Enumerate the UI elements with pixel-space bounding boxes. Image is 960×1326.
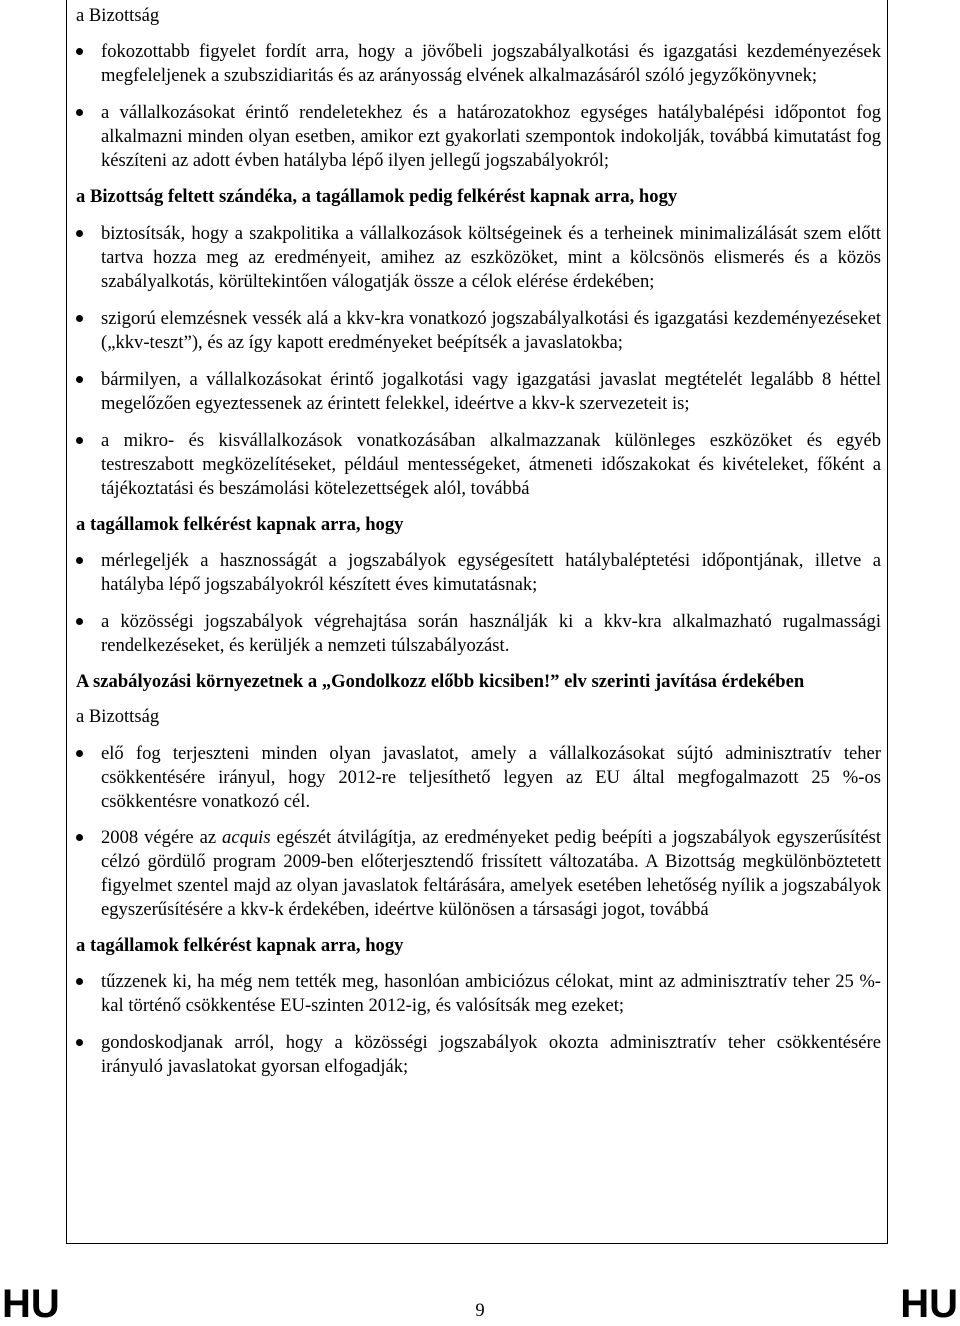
section-title: A szabályozási környezetnek a „Gondolkozz előbb kicsiben!” elv szerinti javítása érdekében — [76, 671, 805, 692]
list-item: gondoskodjanak arról, hogy a közösségi jogszabályok okozta adminisztratív teher csökkentésére irányuló javaslatokat gyorsan elfogadják; — [76, 1031, 881, 1079]
section-heading: a tagállamok felkérést kapnak arra, hogy — [76, 935, 404, 956]
bullet-icon — [76, 557, 83, 564]
bullet-icon — [76, 315, 83, 322]
document-body — [76, 4, 881, 1079]
italic-term: acquis — [222, 827, 271, 848]
bullet-list — [76, 40, 881, 173]
list-item: fokozottabb figyelet fordít arra, hogy a jövőbeli jogszabályalkotási és igazgatási kezdeményezések megfeleljenek a szubszidiaritás és az arányosság elvének alkalmazásáról szóló jegyzőkönyvnek; — [76, 40, 881, 88]
bullet-icon — [76, 48, 83, 55]
bullet-icon — [76, 437, 83, 444]
section-5 — [76, 934, 881, 1079]
section-3 — [76, 513, 881, 658]
language-code-left: HU — [2, 1282, 60, 1326]
list-item: szigorú elemzésnek vessék alá a kkv-kra vonatkozó jogszabályalkotási és igazgatási kezdeményezéseket („kkv-teszt”), és az így kapott eredményeket beépítsék a javaslatokba; — [76, 307, 881, 355]
bullet-list — [76, 970, 881, 1079]
bullet-icon — [76, 978, 83, 985]
list-item: a vállalkozásokat érintő rendeletekhez és a határozatokhoz egységes hatálybalépési időpontot fog alkalmazni minden olyan esetben, amikor ezt gyakorlati szempontok indokolják, továbbá kimutatást fog készíteni az adott évben hatályba lépő ilyen jellegű jogszabályokról; — [76, 101, 881, 173]
bullet-icon — [76, 834, 83, 841]
list-item: elő fog terjeszteni minden olyan javaslatot, amely a vállalkozásokat sújtó adminisztratív teher csökkentésére irányul, hogy 2012-re teljesíthető legyen az EU által megfogalmazott 25 %-os csökkentésre vonatkozó cél. — [76, 742, 881, 814]
list-item: 2008 végére az acquis egészét átvilágítja, az eredményeket pedig beépíti a jogszabályok egyszerűsítést célzó gördülő program 2009-ben előterjesztendő frissített változatába. A Bizottság megkülönböztetett figyelmet szentel majd az olyan javaslatok feltárására, amelyek esetében lehetőség nyílik a jogszabályok egyszerűsítésére a kkv-k érdekében, ideértve különösen a társasági jogot, továbbá — [76, 826, 881, 922]
bullet-icon — [76, 230, 83, 237]
list-item: tűzzenek ki, ha még nem tették meg, hasonlóan ambiciózus célokat, mint az adminisztratív teher 25 %-kal történő csökkentése EU-szinten 2012-ig, és valósítsák meg ezeket; — [76, 970, 881, 1018]
bullet-list — [76, 549, 881, 658]
bullet-icon — [76, 109, 83, 116]
section-heading: a Bizottság — [76, 706, 160, 727]
section-heading: a tagállamok felkérést kapnak arra, hogy — [76, 514, 404, 535]
section-1 — [76, 4, 881, 173]
section-heading: a Bizottság feltett szándéka, a tagállamok pedig felkérést kapnak arra, hogy — [76, 186, 678, 207]
list-item: a mikro- és kisvállalkozások vonatkozásában alkalmazzanak különleges eszközöket és egyéb testreszabott megközelítéseket, például mentességeket, átmeneti időszakokat és kivételeket, főként a tájékoztatási és beszámolási kötelezettségek alól, továbbá — [76, 429, 881, 501]
bullet-icon — [76, 618, 83, 625]
list-item: bármilyen, a vállalkozásokat érintő jogalkotási vagy igazgatási javaslat megtételét legalább 8 héttel megelőzően egyeztessenek az érintett felekkel, ideértve a kkv-k szervezeteit is; — [76, 368, 881, 416]
bullet-icon — [76, 1039, 83, 1046]
bullet-icon — [76, 376, 83, 383]
list-item: biztosítsák, hogy a szakpolitika a vállalkozások költségeinek és a terheinek minimalizálását szem előtt tartva hozza meg az eredményeit, amihez az eszközöket, mint a kölcsönös elismerés és a közös szabályalkotás, körültekintően válogatják össze a célok elérése érdekében; — [76, 222, 881, 294]
section-4 — [76, 670, 881, 922]
section-heading: a Bizottság — [76, 5, 160, 26]
bullet-list — [76, 742, 881, 922]
page-number: 9 — [475, 1300, 485, 1321]
language-code-right: HU — [900, 1282, 958, 1326]
section-2 — [76, 185, 881, 501]
list-item: mérlegeljék a hasznosságát a jogszabályok egységesített hatálybaléptetési időpontjának, illetve a hatályba lépő jogszabályokról készített éves kimutatásnak; — [76, 549, 881, 597]
bullet-icon — [76, 750, 83, 757]
bullet-list — [76, 222, 881, 501]
list-item: a közösségi jogszabályok végrehajtása során használják ki a kkv-kra alkalmazható rugalmassági rendelkezéseket, és kerüljék a nemzeti túlszabályozást. — [76, 610, 881, 658]
